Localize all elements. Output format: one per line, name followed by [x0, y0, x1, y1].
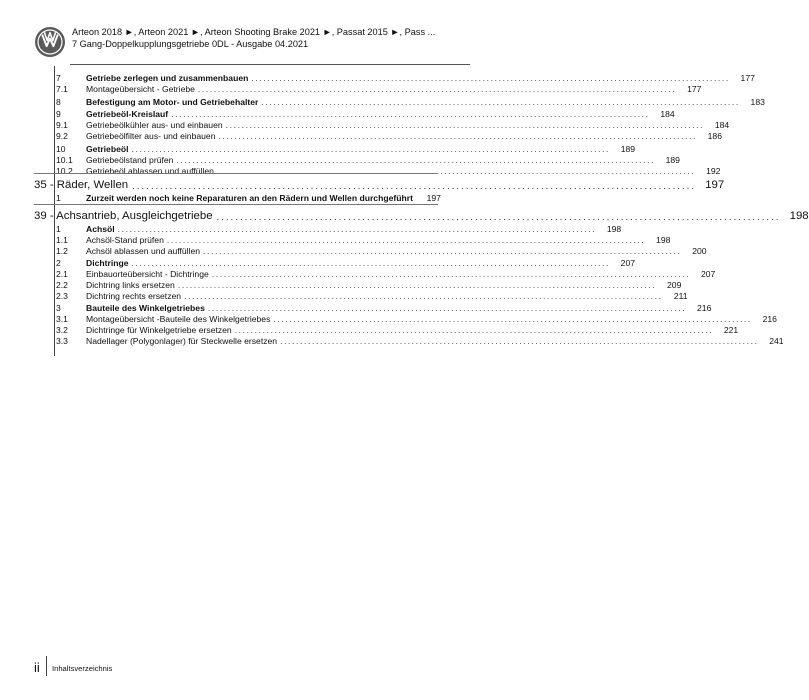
toc-entry-page: 186	[707, 131, 722, 141]
toc-entry-page: 177	[740, 73, 755, 83]
toc-entry-title: Montageübersicht -Bauteile des Winkelgetriebes	[86, 314, 271, 324]
toc-leader-dots: ........................................................................................................................	[132, 181, 697, 191]
page-footer	[34, 656, 438, 676]
toc-entry-page: 211	[673, 291, 688, 301]
toc-entry-title: Dichtring links ersetzen	[86, 280, 175, 290]
toc-entry-number: 1.1	[56, 235, 68, 245]
toc-entry-page: 189	[620, 144, 636, 154]
toc-leader-dots: ........................................................................................................................	[216, 166, 696, 176]
toc-entry[interactable]	[56, 192, 441, 204]
toc-entry-page: 189	[665, 155, 680, 165]
toc-entry-title: Getriebeölkühler aus- und einbauen	[86, 120, 223, 130]
toc-leader-dots: ........................................................................................................................	[176, 155, 655, 165]
toc-chapter-title: 39 - Achsantrieb, Ausgleichgetriebe	[34, 210, 213, 222]
toc-leader-dots: ........................................................................................................................	[131, 258, 611, 268]
toc-entry-title: Achsöl ablassen und auffüllen	[86, 246, 201, 256]
toc-entry[interactable]	[56, 96, 765, 108]
toc-entry-page: 197	[426, 193, 441, 203]
page-number: ii	[34, 660, 40, 675]
toc-entry-page: 216	[697, 303, 712, 313]
toc-entry-page: 177	[687, 84, 702, 94]
toc-entry[interactable]	[56, 130, 722, 142]
toc-leader-dots: ........................................................................................................................	[273, 314, 752, 324]
toc-leader-dots: ........................................................................................................................	[218, 131, 697, 141]
toc-leader-dots: ........................................................................................................................	[131, 144, 611, 154]
toc-entry-title: Einbauorteübersicht - Dichtringe	[86, 269, 209, 279]
page-header	[34, 26, 470, 72]
toc-entry-page: 207	[700, 269, 716, 279]
header-vehicle-models: Arteon 2018 ►, Arteon 2021 ►, Arteon Shooting Brake 2021 ►, Passat 2015 ►, Pass ...	[72, 27, 436, 37]
toc-entry-number: 3.3	[56, 336, 68, 346]
toc-entry[interactable]	[56, 83, 702, 95]
toc-entry-number: 9	[56, 109, 61, 119]
toc-entry-number: 10.2	[56, 166, 73, 176]
footer-rule	[46, 656, 47, 676]
toc-leader-dots: ........................................................................................................................	[280, 336, 759, 346]
toc-entry-page: 209	[667, 280, 682, 290]
toc-entry[interactable]	[56, 245, 707, 257]
toc-leader-dots: ........................................................................................................................	[216, 212, 781, 222]
toc-entry-title: Achsöl	[86, 224, 115, 234]
toc-chapter-39[interactable]	[34, 208, 809, 224]
toc-entry-number: 1.2	[56, 246, 68, 256]
toc-entry-title: Dichtringe	[86, 258, 129, 268]
toc-entry-page: 183	[750, 97, 765, 107]
toc-entry-page: 198	[656, 235, 671, 245]
toc-entry-number: 2.1	[56, 269, 68, 279]
toc-leader-dots: ........................................................................................................................	[251, 73, 730, 83]
toc-entry-page: 241	[769, 336, 784, 346]
toc-entry-title: Nadellager (Polygonlager) für Steckwelle ersetzen	[86, 336, 278, 346]
toc-entry-title: Getriebeölfilter aus- und einbauen	[86, 131, 216, 141]
header-divider	[70, 64, 470, 65]
toc-leader-dots: ........................................................................................................................	[203, 246, 682, 256]
toc-entry-number: 3.2	[56, 325, 68, 335]
toc-entry-number: 2.2	[56, 280, 68, 290]
toc-entry[interactable]	[56, 290, 688, 302]
toc-entry-title: Achsöl-Stand prüfen	[86, 235, 164, 245]
toc-entry-page: 198	[606, 224, 622, 234]
toc-entry-number: 9.1	[56, 120, 68, 130]
toc-chapter-page: 198	[789, 210, 809, 222]
toc-entry-title: Montageübersicht - Getriebe	[86, 84, 195, 94]
toc-entry-number: 2.3	[56, 291, 68, 301]
toc-leader-dots: ........................................................................................................................	[177, 280, 657, 290]
toc-leader-dots: ........................................................................................................................	[207, 303, 687, 313]
toc-entry[interactable]	[56, 165, 721, 177]
vw-logo-icon	[34, 26, 66, 58]
toc-leader-dots: ........................................................................................................................	[234, 325, 714, 335]
toc-entry-title: Getriebeöl	[86, 144, 129, 154]
toc-entry-number: 2	[56, 258, 61, 268]
toc-entry-number: 10.1	[56, 155, 73, 165]
toc-entry[interactable]	[56, 335, 784, 347]
chapter-divider	[34, 173, 438, 174]
toc-entry-page: 184	[660, 109, 675, 119]
toc-entry-page: 207	[620, 258, 636, 268]
footer-label: Inhaltsverzeichnis	[52, 664, 113, 673]
toc-entry-page: 184	[714, 120, 730, 130]
toc-entry-number: 9.2	[56, 131, 68, 141]
toc-entry-number: 1	[56, 193, 61, 203]
toc-chapter-35[interactable]	[34, 177, 725, 193]
toc-entry-title: Getriebeöl ablassen und auffüllen	[86, 166, 214, 176]
toc-leader-dots: ........................................................................................................................	[184, 291, 663, 301]
toc-entry-title: Dichtringe für Winkelgetriebe ersetzen	[86, 325, 232, 335]
toc-entry-page: 192	[706, 166, 721, 176]
toc-leader-dots: ........................................................................................................................	[197, 84, 677, 94]
toc-leader-dots: ........................................................................................................................	[261, 97, 740, 107]
toc-entry-number: 1	[56, 224, 61, 234]
header-manual-title: 7 Gang-Doppelkupplungsgetriebe 0DL - Ausgabe 04.2021	[72, 39, 309, 49]
toc-entry-title: Getriebe zerlegen und zusammenbauen	[86, 73, 249, 83]
toc-leader-dots: ........................................................................................................................	[166, 235, 646, 245]
toc-entry-title: Getriebeöl-Kreislauf	[86, 109, 169, 119]
toc-entry-title: Bauteile des Winkelgetriebes	[86, 303, 205, 313]
toc-entry-title: Befestigung am Motor- und Getriebehalter	[86, 97, 259, 107]
toc-entry-title: Dichtring rechts ersetzen	[86, 291, 182, 301]
toc-entry-number: 3	[56, 303, 61, 313]
toc-leader-dots: ........................................................................................................................	[171, 109, 650, 119]
toc-entry-page: 200	[692, 246, 707, 256]
toc-leader-dots: ........................................................................................................................	[211, 269, 691, 279]
toc-chapter-page: 197	[705, 179, 725, 191]
toc-leader-dots: ........................................................................................................................	[225, 120, 705, 130]
toc-leader-dots: ........................................................................................................................	[117, 224, 597, 234]
toc-entry-page: 221	[723, 325, 739, 335]
toc-entry-number: 8	[56, 97, 61, 107]
chapter-divider	[34, 204, 438, 205]
toc-chapter-title: 35 - Räder, Wellen	[34, 179, 129, 191]
toc-entry-title: Zurzeit werden noch keine Reparaturen an den Rädern und Wellen durchgeführt	[86, 193, 413, 203]
toc-entry-number: 10	[56, 144, 66, 154]
toc-entry-number: 3.1	[56, 314, 68, 324]
toc-entry-number: 7.1	[56, 84, 68, 94]
toc-entry-page: 216	[762, 314, 777, 324]
toc-entry-title: Getriebeölstand prüfen	[86, 155, 174, 165]
toc-entry-number: 7	[56, 73, 61, 83]
